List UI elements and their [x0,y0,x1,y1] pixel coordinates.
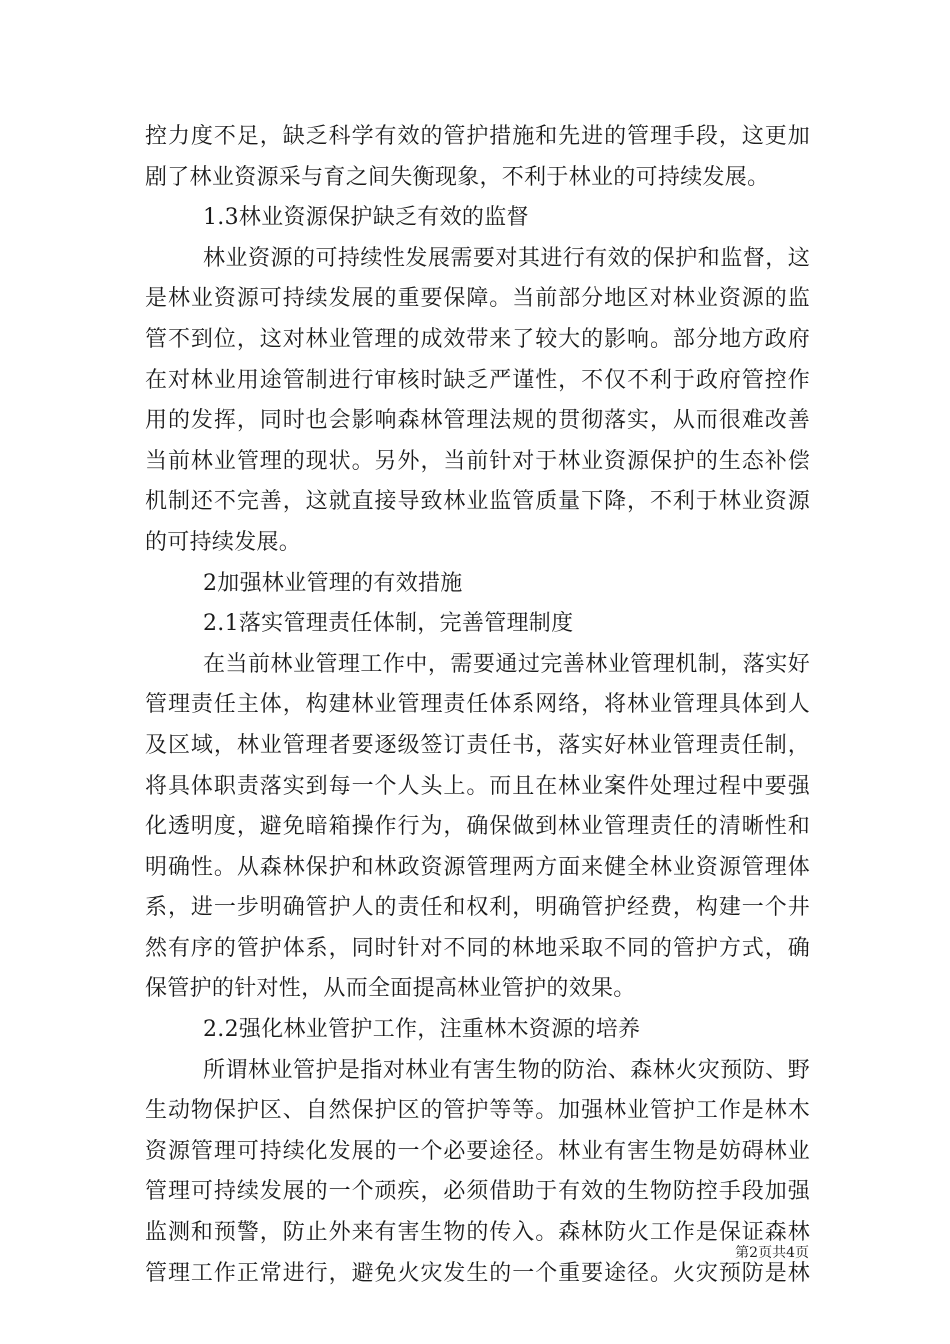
page-number: 第2页共4页 [735,1245,809,1261]
text-line: 管理工作正常进行，避免火灾发生的一个重要途径。火灾预防是林 [145,1260,810,1286]
text-line: 是林业资源可持续发展的重要保障。当前部分地区对林业资源的监 [145,286,810,312]
text-line: 明确性。从森林保护和林政资源管理两方面来健全林业资源管理体 [145,854,810,880]
text-line: 机制还不完善，这就直接导致林业监管质量下降，不利于林业资源 [145,489,810,515]
text-line: 保管护的针对性，从而全面提高林业管护的效果。 [145,976,636,1002]
section-heading: 2.2强化林业管护工作，注重林木资源的培养 [203,1017,641,1043]
text-line: 管不到位，这对林业管理的成效带来了较大的影响。部分地方政府 [145,326,810,352]
text-line: 生动物保护区、自然保护区的管护等等。加强林业管护工作是林木 [145,1098,810,1124]
text-line: 及区域，林业管理者要逐级签订责任书，落实好林业管理责任制， [145,732,810,758]
text-line: 用的发挥，同时也会影响森林管理法规的贯彻落实，从而很难改善 [145,408,810,434]
text-line: 所谓林业管护是指对林业有害生物的防治、森林火灾预防、野 [203,1057,810,1083]
text-line: 剧了林业资源采与育之间失衡现象，不利于林业的可持续发展。 [145,164,770,190]
text-line: 在对林业用途管制进行审核时缺乏严谨性，不仅不利于政府管控作 [145,367,810,393]
text-line: 在当前林业管理工作中，需要通过完善林业管理机制，落实好 [203,651,810,677]
text-line: 资源管理可持续化发展的一个必要途径。林业有害生物是妨碍林业 [145,1138,810,1164]
section-heading: 2.1落实管理责任体制，完善管理制度 [203,611,574,637]
text-line: 管理可持续发展的一个顽疾，必须借助于有效的生物防控手段加强 [145,1179,810,1205]
text-line: 监测和预警，防止外来有害生物的传入。森林防火工作是保证森林 [145,1220,810,1246]
text-line: 控力度不足，缺乏科学有效的管护措施和先进的管理手段，这更加 [145,124,810,149]
text-line: 然有序的管护体系，同时针对不同的林地采取不同的管护方式，确 [145,935,810,961]
text-line: 将具体职责落实到每一个人头上。而且在林业案件处理过程中要强 [145,773,810,799]
section-heading: 1.3林业资源保护缺乏有效的监督 [203,205,529,231]
text-line: 化透明度，避免暗箱操作行为，确保做到林业管理责任的清晰性和 [145,814,810,840]
text-line: 管理责任主体，构建林业管理责任体系网络，将林业管理具体到人 [145,692,810,718]
text-line: 系，进一步明确管护人的责任和权利，明确管护经费，构建一个井 [145,895,810,921]
text-line: 的可持续发展。 [145,529,302,555]
body-text [145,117,810,1294]
section-heading: 2加强林业管理的有效措施 [203,570,463,596]
text-line: 林业资源的可持续性发展需要对其进行有效的保护和监督，这 [203,245,810,271]
text-line: 当前林业管理的现状。另外，当前针对于林业资源保护的生态补偿 [145,448,810,474]
